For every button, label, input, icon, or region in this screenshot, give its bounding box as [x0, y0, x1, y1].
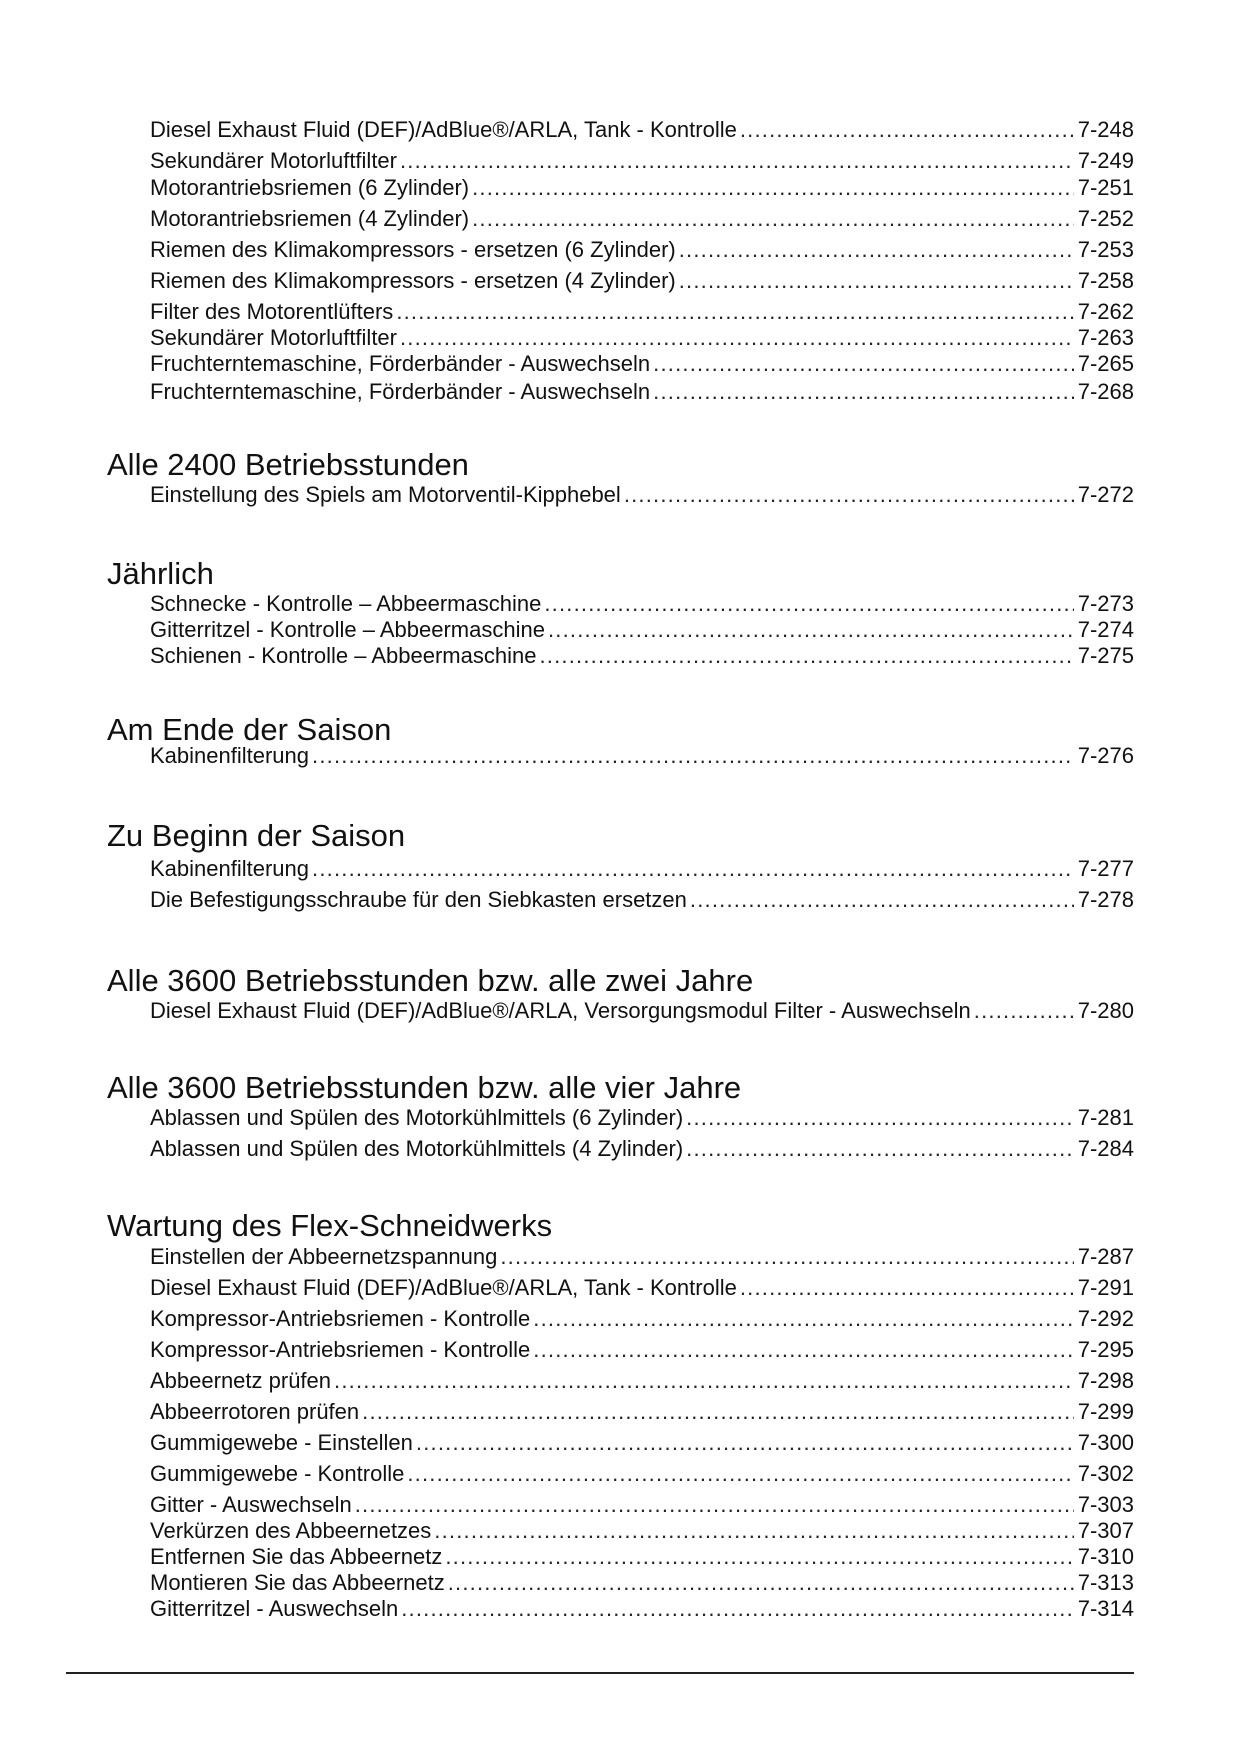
toc-entry[interactable] [150, 205, 1134, 233]
toc-entry-title: Diesel Exhaust Fluid (DEF)/AdBlue®/ARLA, Versorgungsmodul Filter - Auswechseln [150, 998, 971, 1023]
toc-entry-page: 7-298 [1077, 1368, 1134, 1393]
toc-entry-title: Riemen des Klimakompressors - ersetzen (4 Zylinder) [150, 268, 676, 293]
dot-leader [400, 324, 1074, 352]
dot-leader [445, 1543, 1073, 1571]
dot-leader [533, 1305, 1073, 1333]
toc-entry[interactable] [150, 481, 1134, 509]
toc-entry-title: Abbeernetz prüfen [150, 1368, 332, 1393]
dot-leader [653, 378, 1074, 406]
toc-entry[interactable] [150, 997, 1134, 1025]
toc-entry-page: 7-277 [1077, 856, 1134, 881]
toc-entry-page: 7-291 [1077, 1275, 1134, 1300]
toc-entry[interactable] [150, 1543, 1134, 1571]
toc-entry-title: Motorantriebsriemen (6 Zylinder) [150, 175, 470, 200]
toc-entry-title: Abbeerrotoren prüfen [150, 1399, 360, 1424]
toc-entry-title: Kabinenfilterung [150, 856, 310, 881]
dot-leader [653, 350, 1074, 378]
dot-leader [401, 1595, 1074, 1623]
toc-entry-page: 7-303 [1077, 1492, 1134, 1517]
dot-leader [679, 236, 1074, 264]
toc-entry-title: Filter des Motorentlüfters [150, 299, 394, 324]
toc-entry-page: 7-263 [1077, 325, 1134, 350]
dot-leader [500, 1243, 1073, 1271]
toc-entry[interactable] [150, 1336, 1134, 1364]
toc-entry[interactable] [150, 1595, 1134, 1623]
dot-leader [416, 1429, 1074, 1457]
toc-entry[interactable] [150, 378, 1134, 406]
section-heading: Alle 3600 Betriebsstunden bzw. alle vier Jahre [107, 1070, 742, 1105]
toc-entry[interactable] [150, 1305, 1134, 1333]
toc-entry-page: 7-302 [1077, 1461, 1134, 1486]
dot-leader [312, 855, 1074, 883]
dot-leader [544, 590, 1073, 618]
toc-entry-title: Kompressor-Antriebsriemen - Kontrolle [150, 1337, 531, 1362]
footer-rule [66, 1672, 1134, 1674]
toc-entry-page: 7-249 [1077, 148, 1134, 173]
toc-entry[interactable] [150, 642, 1134, 670]
dot-leader [974, 997, 1074, 1025]
toc-entry-title: Gitterritzel - Auswechseln [150, 1596, 399, 1621]
toc-entry-title: Kompressor-Antriebsriemen - Kontrolle [150, 1306, 531, 1331]
dot-leader [690, 886, 1074, 914]
toc-entry-page: 7-299 [1077, 1399, 1134, 1424]
dot-leader [533, 1336, 1073, 1364]
toc-entry-page: 7-262 [1077, 299, 1134, 324]
toc-entry[interactable] [150, 1135, 1134, 1163]
toc-entry-title: Einstellen der Abbeernetzspannung [150, 1244, 498, 1269]
toc-entry-title: Schnecke - Kontrolle – Abbeermaschine [150, 591, 542, 616]
toc-entry-title: Sekundärer Motorluftfilter [150, 325, 397, 350]
toc-entry[interactable] [150, 236, 1134, 264]
toc-entry-title: Fruchterntemaschine, Förderbänder - Auswechseln [150, 379, 651, 404]
toc-entry-page: 7-310 [1077, 1544, 1134, 1569]
dot-leader [624, 481, 1074, 509]
toc-entry-title: Motorantriebsriemen (4 Zylinder) [150, 206, 470, 231]
toc-entry[interactable] [150, 1104, 1134, 1132]
dot-leader [362, 1398, 1074, 1426]
toc-entry-page: 7-313 [1077, 1570, 1134, 1595]
dot-leader [407, 1460, 1073, 1488]
toc-entry-title: Gummigewebe - Einstellen [150, 1430, 413, 1455]
toc-entry[interactable] [150, 116, 1134, 144]
toc-entry-title: Kabinenfilterung [150, 743, 310, 768]
toc-entry[interactable] [150, 1367, 1134, 1395]
toc-entry-title: Schienen - Kontrolle – Abbeermaschine [150, 643, 537, 668]
toc-entry-page: 7-268 [1077, 379, 1134, 404]
toc-entry[interactable] [150, 855, 1134, 883]
dot-leader [548, 616, 1074, 644]
section-heading: Am Ende der Saison [107, 712, 392, 747]
toc-entry-title: Riemen des Klimakompressors - ersetzen (6 Zylinder) [150, 237, 676, 262]
toc-entry-page: 7-275 [1077, 643, 1134, 668]
dot-leader [400, 147, 1074, 175]
toc-entry-page: 7-278 [1077, 887, 1134, 912]
dot-leader [539, 642, 1073, 670]
toc-entry-title: Montieren Sie das Abbeernetz [150, 1570, 445, 1595]
dot-leader [686, 1135, 1074, 1163]
toc-entry-page: 7-251 [1077, 175, 1134, 200]
toc-entry-page: 7-292 [1077, 1306, 1134, 1331]
dot-leader [740, 1274, 1074, 1302]
toc-entry-page: 7-258 [1077, 268, 1134, 293]
toc-entry-page: 7-248 [1077, 117, 1134, 142]
toc-entry-page: 7-274 [1077, 617, 1134, 642]
dot-leader [312, 742, 1074, 770]
toc-entry-title: Verkürzen des Abbeernetzes [150, 1518, 432, 1543]
section-heading: Wartung des Flex-Schneidwerks [107, 1208, 553, 1243]
toc-entry-page: 7-265 [1077, 351, 1134, 376]
toc-entry-page: 7-287 [1077, 1244, 1134, 1269]
toc-entry[interactable] [150, 324, 1134, 352]
section-heading: Alle 3600 Betriebsstunden bzw. alle zwei Jahre [107, 963, 754, 998]
toc-entry-title: Gitterritzel - Kontrolle – Abbeermaschine [150, 617, 545, 642]
toc-entry-page: 7-307 [1077, 1518, 1134, 1543]
toc-entry-page: 7-284 [1077, 1136, 1134, 1161]
dot-leader [355, 1491, 1074, 1519]
toc-entry-title: Fruchterntemaschine, Förderbänder - Auswechseln [150, 351, 651, 376]
toc-entry[interactable] [150, 1274, 1134, 1302]
toc-entry-page: 7-253 [1077, 237, 1134, 262]
toc-entry[interactable] [150, 298, 1134, 326]
dot-leader [686, 1104, 1074, 1132]
toc-entry[interactable] [150, 590, 1134, 618]
toc-entry-title: Diesel Exhaust Fluid (DEF)/AdBlue®/ARLA, Tank - Kontrolle [150, 1275, 737, 1300]
toc-entry-title: Ablassen und Spülen des Motorkühlmittels (6 Zylinder) [150, 1105, 684, 1130]
toc-entry-title: Gitter - Auswechseln [150, 1492, 352, 1517]
section-heading: Jährlich [107, 556, 214, 591]
toc-entry[interactable] [150, 1429, 1134, 1457]
toc-entry-title: Die Befestigungsschraube für den Siebkasten ersetzen [150, 887, 687, 912]
dot-leader [472, 205, 1074, 233]
toc-entry-title: Diesel Exhaust Fluid (DEF)/AdBlue®/ARLA, Tank - Kontrolle [150, 117, 737, 142]
dot-leader [740, 116, 1074, 144]
toc-entry-page: 7-300 [1077, 1430, 1134, 1455]
toc-entry-page: 7-273 [1077, 591, 1134, 616]
toc-entry[interactable] [150, 147, 1134, 175]
toc-entry[interactable] [150, 742, 1134, 770]
toc-entry-title: Sekundärer Motorluftfilter [150, 148, 397, 173]
dot-leader [434, 1517, 1073, 1545]
toc-entry-page: 7-252 [1077, 206, 1134, 231]
toc-entry[interactable] [150, 1569, 1134, 1597]
toc-entry[interactable] [150, 1517, 1134, 1545]
toc-entry[interactable] [150, 350, 1134, 378]
toc-entry[interactable] [150, 267, 1134, 295]
section-heading: Zu Beginn der Saison [107, 818, 406, 853]
toc-entry[interactable] [150, 1460, 1134, 1488]
toc-entry-title: Einstellung des Spiels am Motorventil-Kipphebel [150, 482, 621, 507]
toc-entry-page: 7-280 [1077, 998, 1134, 1023]
toc-entry-title: Entfernen Sie das Abbeernetz [150, 1544, 443, 1569]
toc-entry-page: 7-272 [1077, 482, 1134, 507]
dot-leader [396, 298, 1073, 326]
toc-entry-page: 7-281 [1077, 1105, 1134, 1130]
toc-entry-title: Ablassen und Spülen des Motorkühlmittels (4 Zylinder) [150, 1136, 684, 1161]
toc-entry-page: 7-314 [1077, 1596, 1134, 1621]
toc-entry[interactable] [150, 1398, 1134, 1426]
dot-leader [679, 267, 1074, 295]
toc-entry[interactable] [150, 616, 1134, 644]
toc-entry-page: 7-295 [1077, 1337, 1134, 1362]
dot-leader [472, 174, 1074, 202]
toc-entry-page: 7-276 [1077, 743, 1134, 768]
toc-entry[interactable] [150, 1243, 1134, 1271]
toc-entry-title: Gummigewebe - Kontrolle [150, 1461, 405, 1486]
toc-entry[interactable] [150, 1491, 1134, 1519]
toc-entry[interactable] [150, 174, 1134, 202]
section-heading: Alle 2400 Betriebsstunden [107, 447, 469, 482]
dot-leader [448, 1569, 1074, 1597]
toc-entry[interactable] [150, 886, 1134, 914]
dot-leader [334, 1367, 1074, 1395]
